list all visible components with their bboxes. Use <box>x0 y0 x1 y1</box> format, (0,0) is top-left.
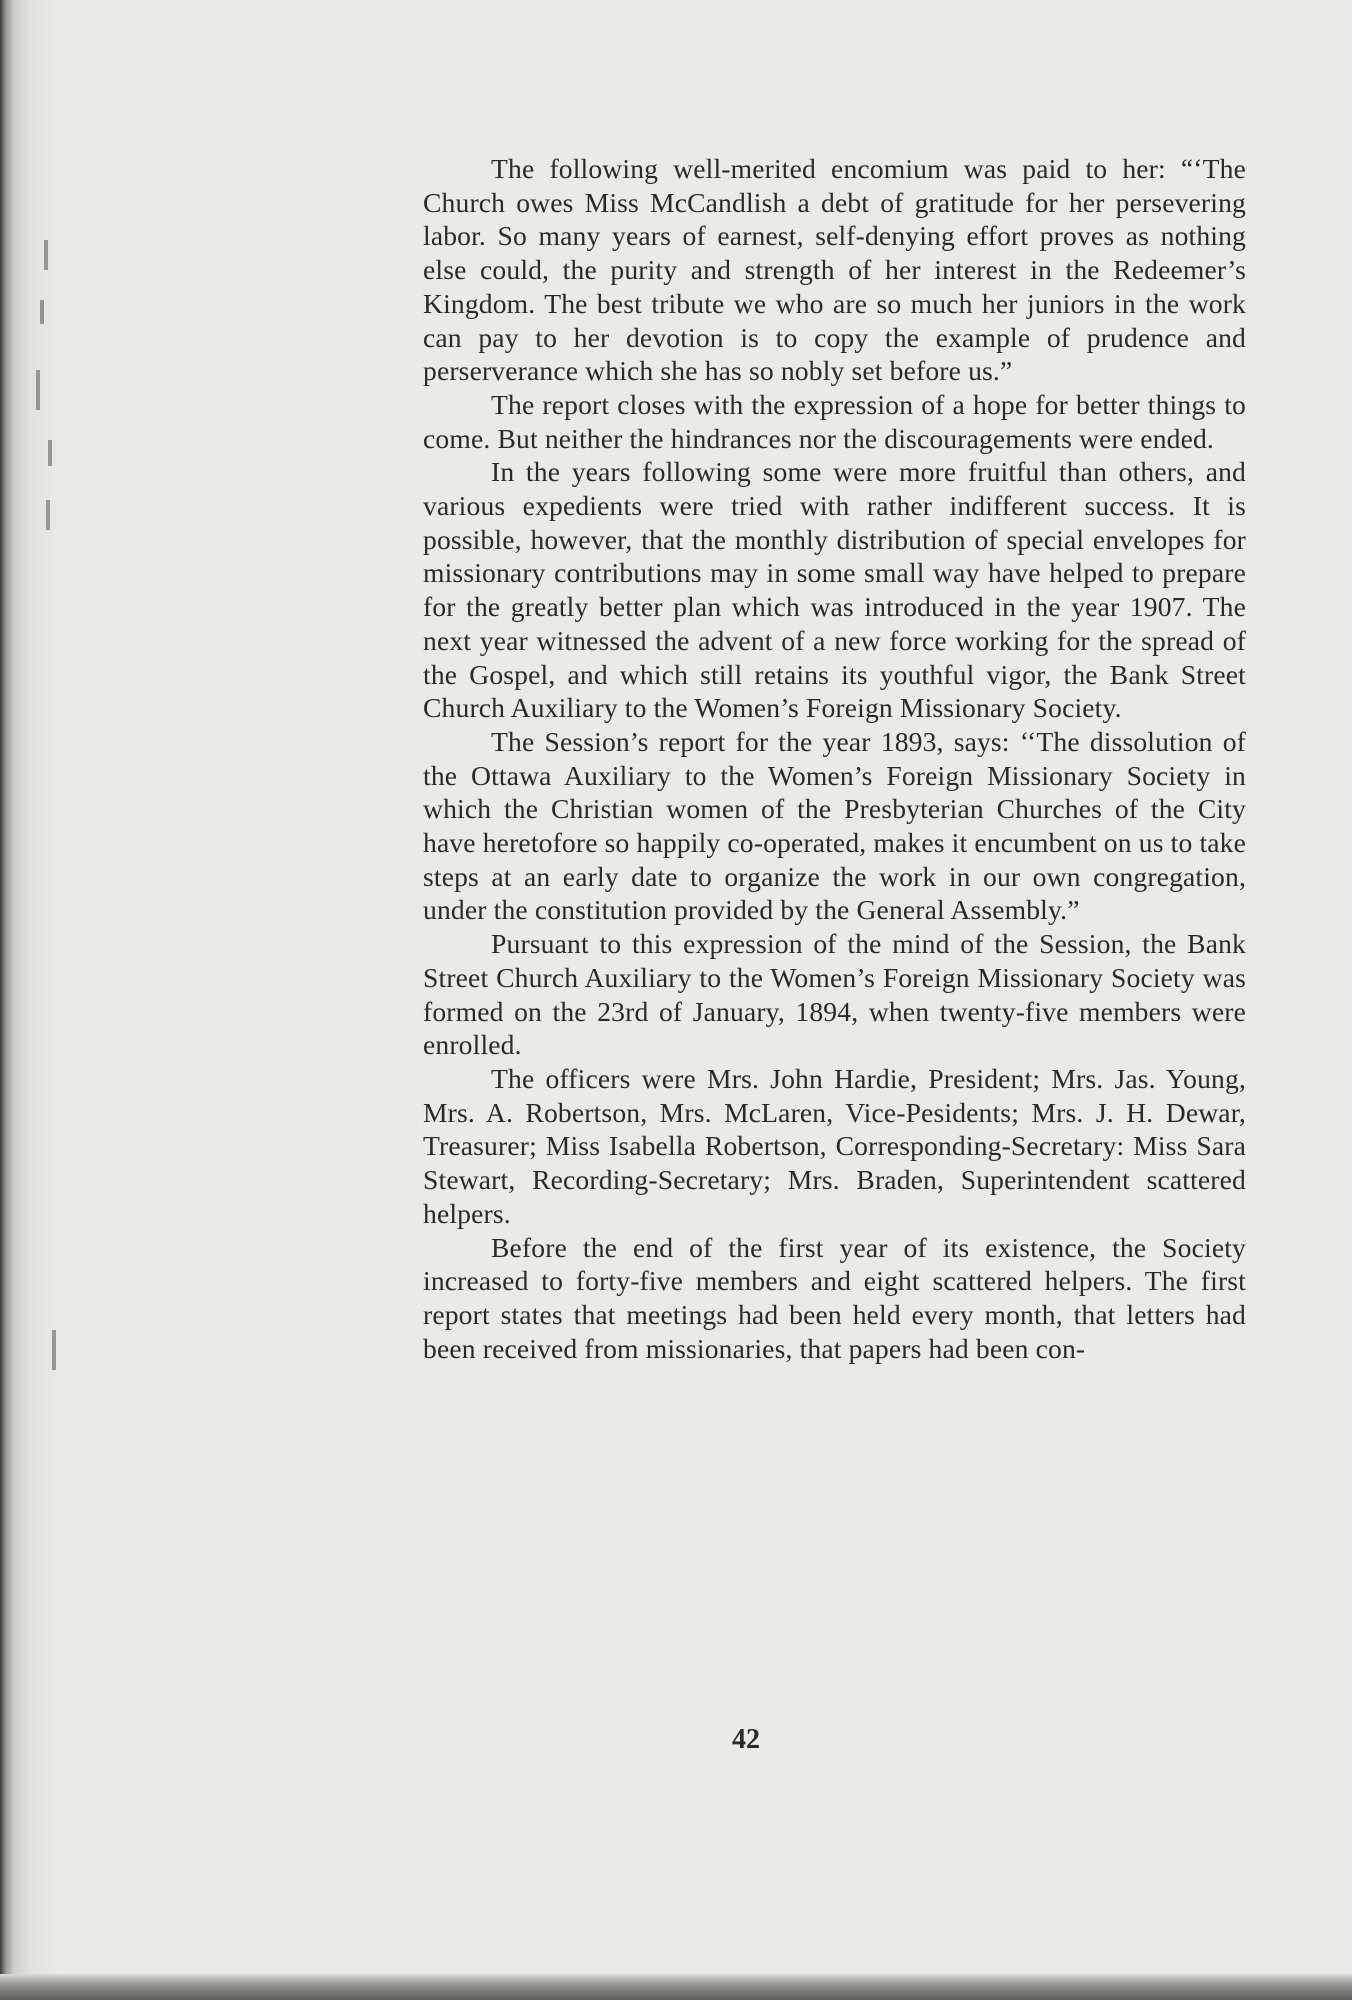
gutter-mark <box>46 500 50 530</box>
gutter-mark <box>52 1330 56 1370</box>
paragraph: Before the end of the first year of its existence, the Society increased to forty-five members and eight scattered helpers. The first report states that meetings had been held every month, that letters had been received from missionaries, that papers had been con- <box>423 1231 1246 1364</box>
gutter-mark <box>40 300 44 324</box>
paragraph: The following well-merited encomium was paid to her: “‘The Church owes Miss McCandlish a debt of gratitude for her persevering labor. So many years of earnest, self-denying effort proves as nothing else could, the purity and strength of her interest in the Redeemer’s Kingdom. The best tribute we who are so much her juniors in the work can pay to her devotion is to copy the example of prudence and perserverance which she has so nobly set before us.” <box>423 153 1246 387</box>
body-text <box>423 152 1246 1365</box>
gutter-mark <box>44 240 48 270</box>
paragraph: The report closes with the expression of a hope for better things to come. But neither the hindrances nor the discouragements were ended. <box>423 388 1246 454</box>
gutter-mark <box>48 440 52 466</box>
page-bottom-edge <box>0 1974 1352 2000</box>
gutter-mark <box>36 370 40 410</box>
paragraph: In the years following some were more fruitful than others, and various expedients were tried with rather indifferent success. It is possible, however, that the monthly distribution of special envelopes for missionary contributions may in some small way have helped to prepare for the greatly better plan which was introduced in the year 1907. The next year witnessed the advent of a new force working for the spread of the Gospel, and which still retains its youthful vigor, the Bank Street Church Auxiliary to the Women’s Foreign Missionary Society. <box>423 456 1246 724</box>
paragraph: Pursuant to this expression of the mind of the Session, the Bank Street Church Auxiliary to the Women’s Foreign Missionary Society was formed on the 23rd of January, 1894, when twenty-five members were enrolled. <box>423 928 1246 1061</box>
page-number: 42 <box>732 1724 760 1755</box>
paragraph: The officers were Mrs. John Hardie, President; Mrs. Jas. Young, Mrs. A. Robertson, Mrs. McLaren, Vice-Pesidents; Mrs. J. H. Dewar, Treasurer; Miss Isabella Robertson, Corresponding-Secretary: Miss Sara Stewart, Recording-Secretary; Mrs. Braden, Superintendent scattered helpers. <box>423 1062 1246 1229</box>
paragraph: The Session’s report for the year 1893, says: ‘‘The dissolution of the Ottawa Auxiliary to the Women’s Foreign Missionary Society in which the Christian women of the Presbyterian Churches of the City have heretofore so happily co-operated, makes it encumbent on us to take steps at an early date to organize the work in our own congregation, under the constitution provided by the General Assembly.” <box>423 725 1246 926</box>
binding-gutter <box>0 0 70 2000</box>
